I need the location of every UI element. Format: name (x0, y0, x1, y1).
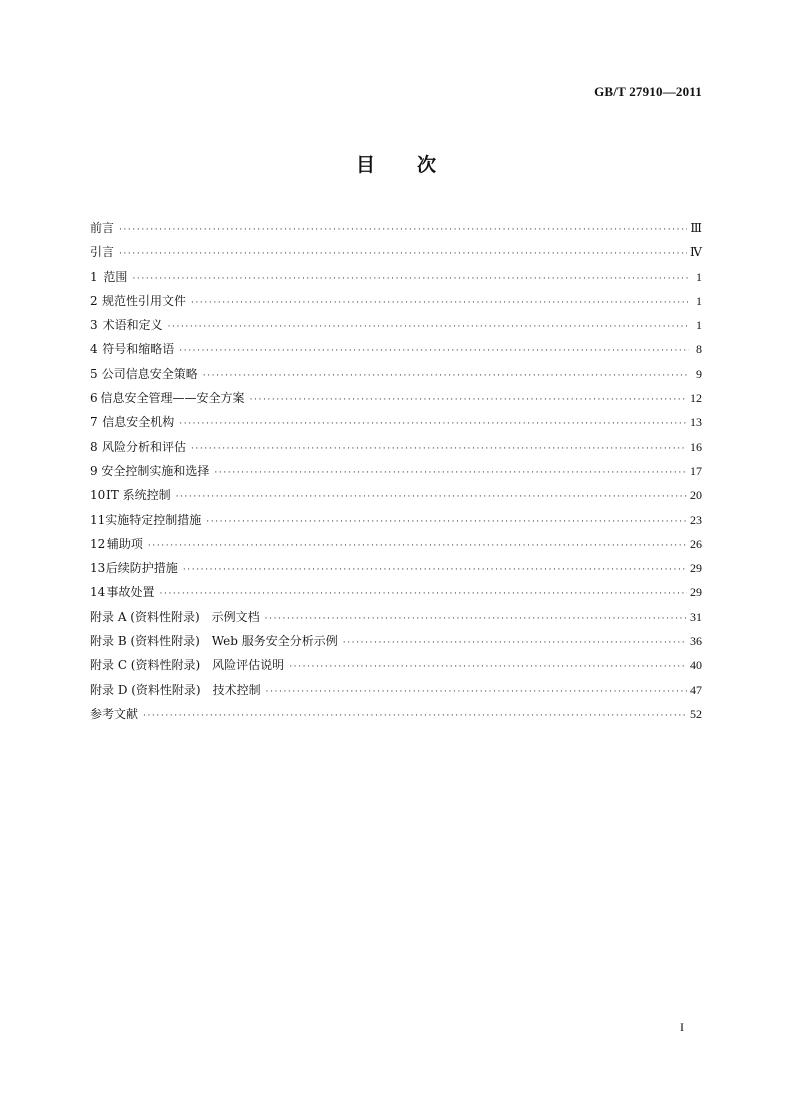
toc-entry-page: 1 (696, 318, 702, 333)
toc-entry[interactable] (90, 580, 702, 604)
toc-entry-number: 2 (90, 293, 98, 308)
toc-entry[interactable] (90, 653, 702, 677)
toc-entry-title: 实施特定控制措施 (105, 512, 202, 527)
toc-entry-title: 前言 (90, 221, 115, 235)
toc-leader-dots (191, 437, 687, 461)
toc-entry-page: 47 (690, 682, 702, 697)
toc-entry[interactable] (90, 240, 702, 264)
toc-leader-dots (179, 339, 689, 363)
toc-leader-dots (119, 242, 687, 266)
toc-entry[interactable] (90, 337, 702, 361)
toc-entry-title: 风险分析和评估 (101, 439, 186, 454)
toc-leader-dots (148, 534, 687, 558)
toc-entry[interactable] (90, 556, 702, 580)
table-of-contents (90, 216, 702, 726)
toc-entry[interactable] (90, 386, 702, 410)
toc-entry[interactable] (90, 678, 702, 702)
toc-entry-page: Ⅲ (690, 221, 702, 235)
toc-entry[interactable] (90, 702, 702, 726)
toc-entry-number: 8 (90, 439, 98, 454)
toc-entry-number: 10 (90, 488, 106, 503)
toc-entry-page: 17 (690, 463, 702, 478)
toc-entry-page: Ⅳ (690, 245, 702, 260)
toc-entry-page: 1 (696, 293, 702, 308)
toc-entry-title: 引言 (90, 245, 115, 260)
toc-entry[interactable] (90, 532, 702, 556)
toc-leader-dots (160, 582, 687, 606)
toc-entry[interactable] (90, 629, 702, 653)
toc-entry-title: 信息安全机构 (102, 415, 175, 430)
toc-entry[interactable] (90, 216, 702, 240)
toc-entry-page: 40 (690, 658, 702, 673)
toc-leader-dots (119, 218, 687, 242)
toc-entry[interactable] (90, 459, 702, 483)
toc-leader-dots (176, 485, 687, 509)
toc-entry-title: 符号和缩略语 (102, 342, 175, 357)
toc-entry[interactable] (90, 435, 702, 459)
toc-leader-dots (168, 315, 689, 339)
toc-entry-title: 信息安全管理——安全方案 (100, 391, 245, 406)
toc-entry-number: 5 (90, 366, 98, 381)
toc-entry-title: 附录 D (资料性附录) 技术控制 (90, 682, 261, 697)
toc-entry[interactable] (90, 289, 702, 313)
toc-entry-number: 11 (90, 512, 106, 527)
toc-entry-number: 6 (90, 391, 98, 406)
toc-entry-title: 辅助项 (106, 536, 143, 551)
toc-leader-dots (206, 510, 687, 534)
toc-entry-number: 7 (90, 415, 98, 430)
toc-leader-dots (214, 461, 687, 485)
toc-entry-page: 29 (690, 561, 702, 576)
toc-entry-page: 9 (696, 366, 702, 381)
toc-leader-dots (203, 364, 689, 388)
toc-entry-page: 29 (690, 585, 702, 600)
toc-entry[interactable] (90, 508, 702, 532)
toc-leader-dots (289, 655, 687, 679)
toc-entry[interactable] (90, 410, 702, 434)
toc-entry-number: 1 (90, 269, 98, 284)
toc-leader-dots (266, 680, 687, 704)
toc-entry-page: 23 (690, 512, 702, 527)
toc-entry-page: 26 (690, 536, 702, 551)
toc-leader-dots (191, 291, 689, 315)
toc-entry-title: 术语和定义 (102, 318, 163, 333)
toc-entry-page: 36 (690, 634, 702, 649)
toc-leader-dots (183, 558, 687, 582)
toc-entry-title: 附录 A (资料性附录) 示例文档 (90, 609, 260, 624)
toc-entry-page: 13 (690, 415, 702, 430)
toc-entry-number: 3 (90, 318, 98, 333)
toc-entry-page: 1 (696, 269, 702, 284)
toc-entry-title: 后续防护措施 (105, 561, 178, 576)
toc-entry-title: 事故处置 (106, 585, 155, 600)
toc-entry-number: 13 (90, 561, 106, 576)
toc-entry[interactable] (90, 313, 702, 337)
toc-entry-number: 9 (90, 463, 98, 478)
toc-entry[interactable] (90, 362, 702, 386)
toc-entry-number: 12 (90, 536, 106, 551)
toc-leader-dots (250, 388, 687, 412)
toc-entry-title: 附录 C (资料性附录) 风险评估说明 (90, 658, 285, 673)
toc-entry-title: 附录 B (资料性附录) Web 服务安全分析示例 (90, 634, 338, 649)
toc-entry-page: 12 (690, 391, 702, 406)
page-number: I (680, 1020, 684, 1034)
toc-entry-number: 14 (90, 585, 106, 600)
toc-entry-title: IT 系统控制 (106, 488, 171, 503)
toc-entry[interactable] (90, 483, 702, 507)
toc-leader-dots (265, 607, 687, 631)
toc-entry[interactable] (90, 265, 702, 289)
toc-entry-title: 公司信息安全策略 (101, 366, 198, 381)
toc-title (0, 150, 792, 177)
toc-entry-page: 16 (690, 439, 702, 454)
toc-entry-page: 20 (690, 488, 702, 503)
toc-entry-title: 规范性引用文件 (102, 293, 187, 308)
toc-entry-page: 8 (696, 342, 702, 357)
toc-leader-dots (179, 412, 687, 436)
toc-entry[interactable] (90, 605, 702, 629)
toc-entry-number: 4 (90, 342, 98, 357)
toc-leader-dots (132, 267, 689, 291)
toc-title-part1: 目 (355, 154, 375, 176)
toc-entry-title: 参考文献 (90, 706, 139, 721)
standard-number: GB/T 27910—2011 (594, 84, 702, 99)
toc-entry-title: 范围 (103, 269, 128, 284)
toc-leader-dots (143, 704, 687, 728)
toc-entry-page: 31 (690, 609, 702, 624)
toc-entry-title: 安全控制实施和选择 (101, 463, 210, 478)
toc-title-part2: 次 (417, 154, 437, 176)
toc-leader-dots (343, 631, 687, 655)
toc-entry-page: 52 (690, 706, 702, 721)
